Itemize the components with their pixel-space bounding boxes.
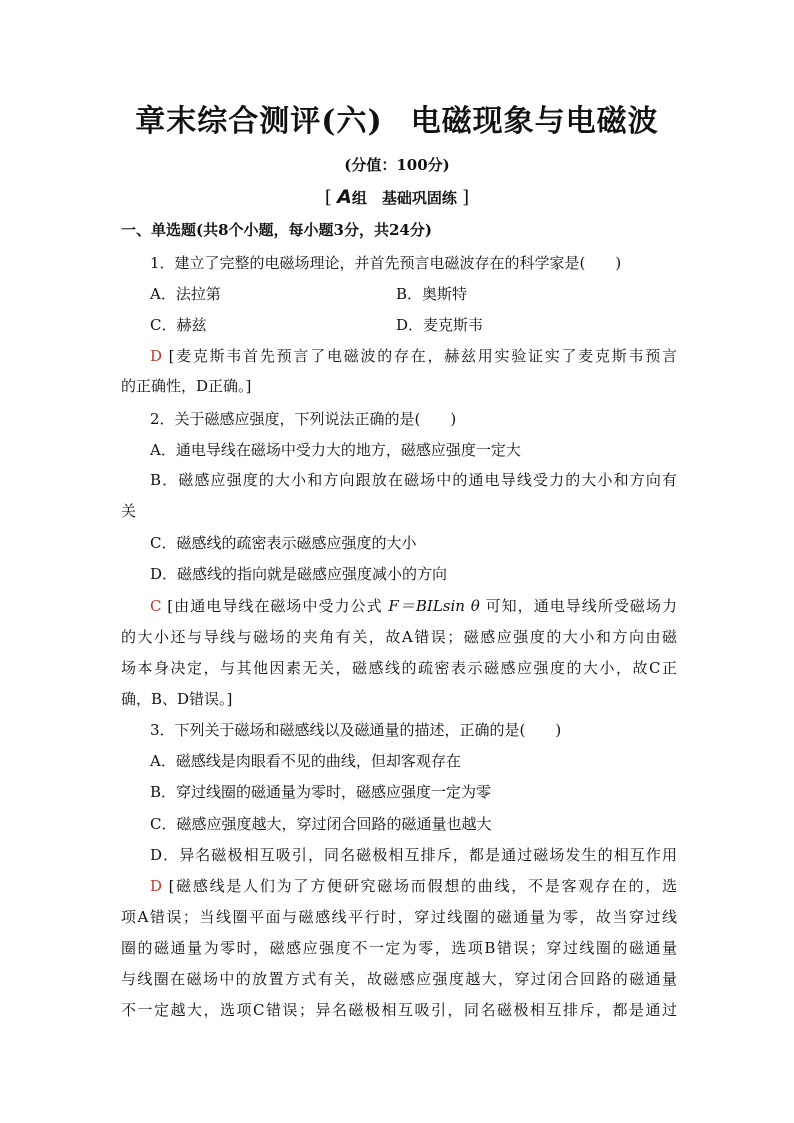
q3-option-c: C．磁感应强度越大，穿过闭合回路的磁通量也越大 [150, 815, 492, 833]
q3-explanation-text-1: [磁感线是人们为了方便研究磁场而假想的曲线，不是客观存在的，选 [168, 877, 677, 895]
q1-explanation-line-1 [150, 346, 677, 366]
q2-answer: C [150, 597, 162, 615]
group-bracket-close: ] [462, 187, 470, 208]
q2-option-b-line-2: 关 [121, 502, 137, 520]
q1-option-d: D．麦克斯韦 [396, 316, 484, 334]
q3-explanation-line-4: 与线圈在磁场中的放置方式有关，故磁感应强度越大，穿过闭合回路的磁通量 [121, 970, 677, 988]
q1-option-b: B．奥斯特 [396, 285, 468, 303]
q2-explanation-line-2: 的大小还与导线与磁场的夹角有关，故A错误；磁感应强度的大小和方向由磁 [121, 628, 677, 646]
q2-explanation-line-3: 场本身决定，与其他因素无关，磁感线的疏密表示磁感应强度的大小，故C正 [121, 659, 677, 677]
group-bracket-open: [ [324, 187, 332, 208]
group-heading [0, 186, 794, 208]
q1-option-c: C．赫兹 [150, 316, 207, 334]
q3-option-b: B．穿过线圈的磁通量为零时，磁感应强度一定为零 [150, 783, 492, 801]
q2-explanation-text-1a: [由通电导线在磁场中受力公式 [167, 597, 383, 615]
q3-answer: D [150, 877, 163, 895]
section-heading: 一、单选题(共8个小题，每小题3分，共24分) [121, 221, 432, 239]
title-main: 章末综合测评(六) [135, 104, 383, 139]
q3-option-a: A．磁感线是肉眼看不见的曲线，但却客观存在 [150, 752, 461, 770]
q2-explanation-line-1 [150, 596, 677, 616]
q3-explanation-line-1 [150, 876, 677, 896]
q2-formula: F＝BILsin θ [388, 597, 480, 615]
page-title [0, 96, 794, 140]
score-note: (分值：100分) [344, 156, 450, 174]
q2-option-d: D．磁感线的指向就是磁感应强度减小的方向 [150, 565, 448, 583]
q2-explanation-text-1b: 可知，通电导线所受磁场力 [485, 597, 677, 615]
q3-option-d: D．异名磁极相互吸引，同名磁极相互排斥，都是通过磁场发生的相互作用 [150, 846, 677, 864]
q1-stem: 1．建立了完整的电磁场理论，并首先预言电磁波存在的科学家是( ) [150, 254, 622, 272]
q2-option-a: A．通电导线在磁场中受力大的地方，磁感应强度一定大 [150, 441, 521, 459]
group-label: 组 基础巩固练 [351, 189, 457, 207]
q3-stem: 3．下列关于磁场和磁感线以及磁通量的描述，正确的是( ) [150, 721, 562, 739]
q1-explanation-text-1: [麦克斯韦首先预言了电磁波的存在，赫兹用实验证实了麦克斯韦预言 [168, 347, 677, 365]
q2-option-b-line-1: B．磁感应强度的大小和方向跟放在磁场中的通电导线受力的大小和方向有 [150, 471, 677, 489]
q2-stem: 2．关于磁感应强度，下列说法正确的是( ) [150, 410, 457, 428]
q1-answer: D [150, 347, 163, 365]
q2-option-c: C．磁感线的疏密表示磁感应强度的大小 [150, 534, 417, 552]
q3-explanation-line-5: 不一定越大，选项C错误；异名磁极相互吸引，同名磁极相互排斥，都是通过 [121, 1001, 677, 1019]
q2-explanation-line-4: 确，B、D错误。] [121, 690, 233, 708]
q1-explanation-line-2: 的正确性，D正确。] [121, 377, 252, 395]
q1-option-a: A．法拉第 [150, 285, 221, 303]
title-sub: 电磁现象与电磁波 [410, 104, 659, 139]
q3-explanation-line-3: 圈的磁通量为零时，磁感应强度不一定为零，选项B错误；穿过线圈的磁通量 [121, 939, 677, 957]
group-letter: A [337, 186, 352, 208]
q3-explanation-line-2: 项A错误；当线圈平面与磁感线平行时，穿过线圈的磁通量为零，故当穿过线 [121, 908, 677, 926]
